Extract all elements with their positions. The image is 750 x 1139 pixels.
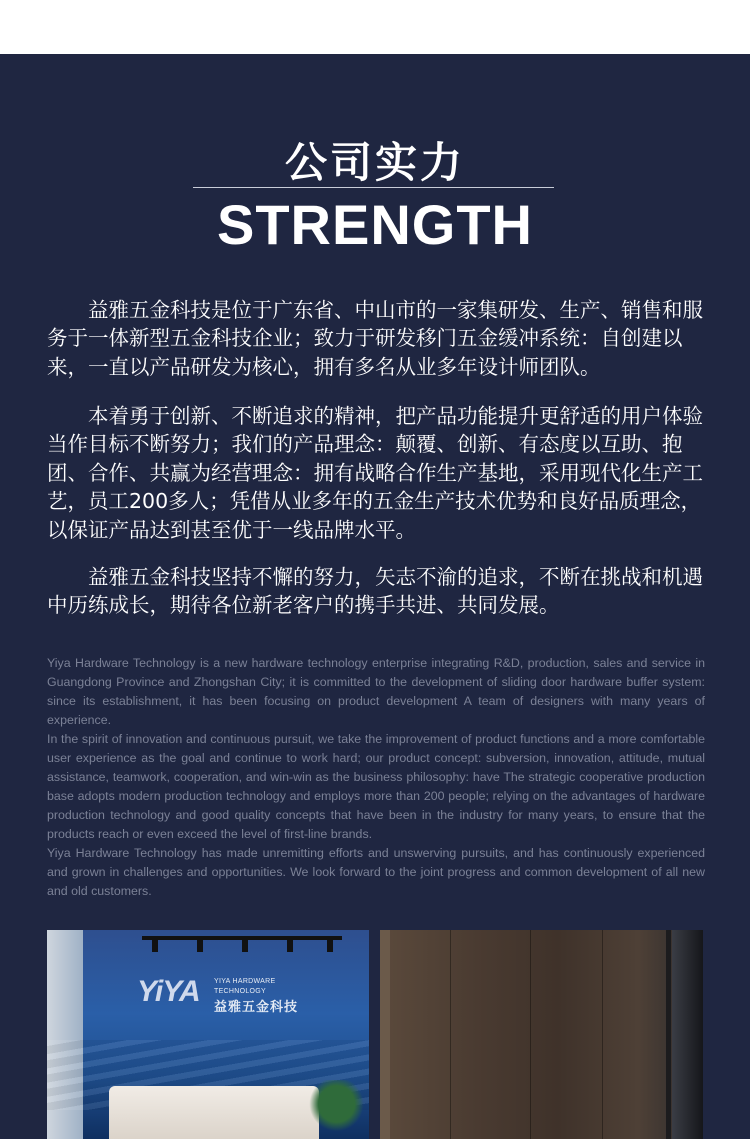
- logo-text-cn: 益雅五金科技: [214, 1000, 299, 1015]
- en-paragraph-1: Yiya Hardware Technology is a new hardware technology enterprise integrating R&D, production, sales and service in Guangdong Province and Zhongshan City; it is committed to the development of sliding door hardware buffer system: since its establishment, it has been focusing on product development A team of designers with many years of experience.: [47, 656, 705, 727]
- reception-photo: [47, 930, 369, 1139]
- english-description: [47, 654, 705, 901]
- strength-panel: [0, 54, 750, 1139]
- logo-text-en-2: TECHNOLOGY: [214, 988, 267, 995]
- reception-desk: [109, 1086, 319, 1139]
- spotlight-icon: [197, 938, 203, 952]
- door-frame: [672, 930, 703, 1139]
- plant-icon: [309, 1080, 364, 1139]
- section-title-en: STRENGTH: [217, 193, 533, 256]
- title-divider: [193, 187, 554, 188]
- logo-text-en-1: YIYA HARDWARE: [214, 978, 276, 985]
- ceiling-light-rail: [142, 936, 342, 940]
- door-seam: [602, 930, 603, 1139]
- section-title-cn: 公司实力: [284, 138, 465, 187]
- door-handle: [666, 930, 671, 1139]
- door-edge: [380, 930, 390, 1139]
- en-paragraph-3: Yiya Hardware Technology has made unremitting efforts and unswerving pursuits, and has continuously experienced and grown in challenges and opportunities. We look forward to the joint progress and common development of all new and old customers.: [47, 846, 705, 898]
- spotlight-icon: [287, 938, 293, 952]
- cn-paragraph-3: 益雅五金科技坚持不懈的努力，矢志不渝的追求，不断在挑战和机遇中历练成长，期待各位新老客户的携手共进、共同发展。: [47, 565, 703, 618]
- cn-paragraph-1: 益雅五金科技是位于广东省、中山市的一家集研发、生产、销售和服务于一体新型五金科技企业；致力于研发移门五金缓冲系统：自创建以来，一直以产品研发为核心，拥有多名从业多年设计师团队。: [47, 298, 703, 379]
- sliding-door-photo: [380, 930, 703, 1139]
- door-seam: [450, 930, 451, 1139]
- spotlight-icon: [242, 938, 248, 952]
- company-logo: YiYA: [137, 975, 200, 1008]
- en-paragraph-2: In the spirit of innovation and continuous pursuit, we take the improvement of product functions and a more comfortable user experience as the goal and continue to work hard; our product concept: subversion, innovation, attitude, mutual assistance, teamwork, cooperation, and win-win as the business philosophy: have The strategic cooperative production base adopts modern production technology and employs more than 200 people; relying on the advantages of hardware production technology and good quality concepts that have been in the industry for many years, to ensure that the products reach or even exceed the level of first-line brands.: [47, 732, 705, 841]
- door-seam: [530, 930, 531, 1139]
- spotlight-icon: [327, 938, 333, 952]
- spotlight-icon: [152, 938, 158, 952]
- cn-paragraph-2: 本着勇于创新、不断追求的精神，把产品功能提升更舒适的用户体验当作目标不断努力；我们的产品理念：颠覆、创新、有态度以互助、抱团、合作、共赢为经营理念：拥有战略合作生产基地，采用现代化生产工艺，员工200多人；凭借从业多年的五金生产技术优势和良好品质理念，以保证产品达到甚至优于一线品牌水平。: [47, 404, 703, 542]
- top-white-strip: [0, 0, 750, 54]
